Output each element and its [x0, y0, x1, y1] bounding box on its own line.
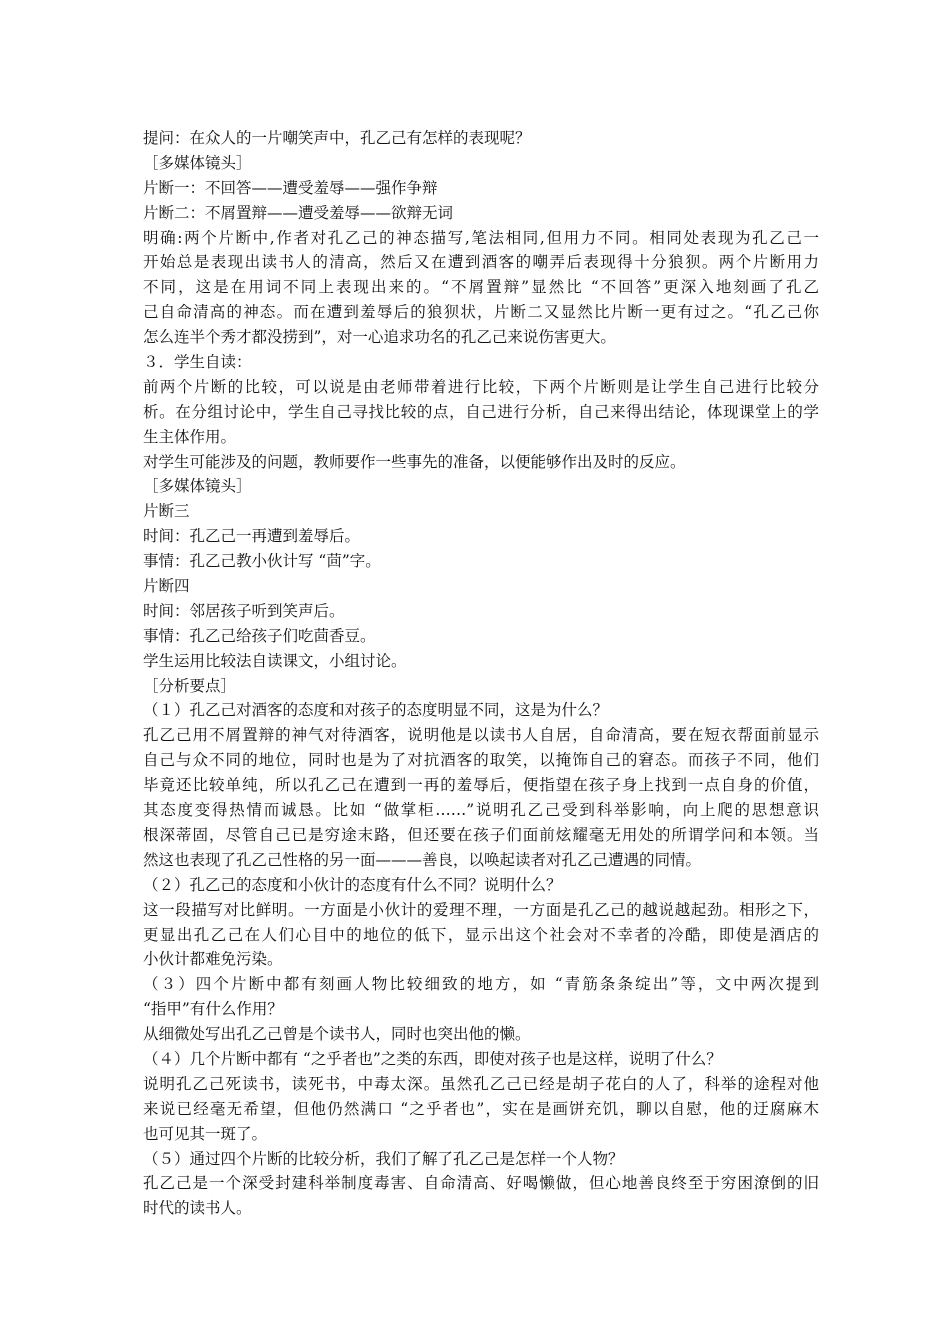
text-line: 然这也表现了孔乙己性格的另一面———善良，以唤起读者对孔乙己遭遇的同情。	[143, 850, 702, 869]
text-line: 片断二：不屑置辩——遭受羞辱——欲辩无词	[143, 203, 454, 222]
text-line: 来说已经毫无希望，但他仍然满口 “之乎者也”，实在是画饼充饥，聊以自慰，他的迂腐麻木	[143, 1099, 819, 1118]
text-line: 也可见其一斑了。	[143, 1124, 268, 1143]
text-line: （１）孔乙己对酒客的态度和对孩子的态度明显不同，这是为什么？	[143, 701, 609, 720]
text-line: （３）四个片断中都有刻画人物比较细致的地方，如 “青筋条条绽出”等，文中两次提到	[143, 975, 819, 994]
text-line: 提问：在众人的一片嘲笑声中，孔乙己有怎样的表现呢？	[143, 129, 531, 147]
text-line: 不同，这是在用词不同上表现出来的。“不屑置辩”显然比 “不回答”更深入地刻画了孔乙	[143, 278, 819, 297]
text-line: 前两个片断的比较，可以说是由老师带着进行比较，下两个片断则是让学生自己进行比较分	[143, 377, 819, 396]
text-line: ３．学生自读：	[143, 353, 252, 372]
text-line: 学生运用比较法自读课文，小组讨论。	[143, 651, 407, 670]
text-line: 片断四	[143, 577, 190, 596]
text-line: 怎么连半个秀才都没捞到”，对一心追求功名的孔乙己来说伤害更大。	[143, 328, 616, 347]
text-line: 事情：孔乙己给孩子们吃茴香豆。	[143, 626, 376, 645]
text-line: 根深蒂固，尽管自己已是穷途末路，但还要在孩子们面前炫耀毫无用处的所谓学问和本领。当	[143, 825, 819, 844]
text-line: 说明孔乙己死读书，读死书，中毒太深。虽然孔乙己已经是胡子花白的人了，科举的途程对他	[143, 1074, 819, 1093]
text-line: 片断三	[143, 502, 190, 521]
text-line: 析。在分组讨论中，学生自己寻找比较的点，自己进行分析，自己来得出结论，体现课堂上的学	[143, 402, 819, 421]
text-line: 小伙计都难免污染。	[143, 950, 283, 969]
document-body	[143, 126, 819, 1221]
text-line: ［多媒体镜头］	[143, 477, 252, 496]
text-line: 这一段描写对比鲜明。一方面是小伙计的爱理不理，一方面是孔乙己的越说越起劲。相形之下，	[143, 900, 819, 919]
text-line: 孔乙己是一个深受封建科举制度毒害、自命清高、好喝懒做，但心地善良终至于穷困潦倒的旧	[143, 1174, 819, 1193]
text-line: 孔乙己用不屑置辩的神气对待酒客，说明他是以读书人自居，自命清高，要在短衣帮面前显示	[143, 726, 819, 745]
text-line: ［分析要点］	[143, 676, 237, 695]
text-line: 对学生可能涉及的问题，教师要作一些事先的准备，以便能够作出及时的反应。	[143, 452, 686, 471]
text-line: （２）孔乙己的态度和小伙计的态度有什么不同？说明什么？	[143, 875, 562, 894]
text-line: 时间：邻居孩子听到笑声后。	[143, 601, 345, 620]
text-line: 开始总是表现出读书人的清高，然后又在遭到酒客的嘲弄后表现得十分狼狈。两个片断用力	[143, 253, 819, 272]
text-line: 时间：孔乙己一再遭到羞辱后。	[143, 527, 361, 546]
text-line: 己自命清高的神态。而在遭到羞辱后的狼狈状，片断二又显然比片断一更有过之。“孔乙己你	[143, 303, 819, 322]
text-line: 毕竟还比较单纯，所以孔乙己在遭到一再的羞辱后，便指望在孩子身上找到一点自身的价值，	[143, 776, 819, 795]
text-line: 明确:两个片断中,作者对孔乙己的神态描写,笔法相同,但用力不同。相同处表现为孔乙己一	[143, 228, 819, 247]
text-line: 时代的读书人。	[143, 1199, 252, 1218]
text-line: 自己与众不同的地位，同时也是为了对抗酒客的取笑，以掩饰自己的窘态。而孩子不同，他们	[143, 751, 819, 770]
text-line: 其态度变得热情而诚恳。比如 “做掌柜……”说明孔乙己受到科举影响，向上爬的思想意识	[143, 801, 819, 820]
text-line: 生主体作用。	[143, 427, 237, 446]
text-line: “指甲”有什么作用？	[143, 1000, 283, 1019]
text-line: （５）通过四个片断的比较分析，我们了解了孔乙己是怎样一个人物？	[143, 1149, 624, 1168]
text-line: 片断一：不回答——遭受羞辱——强作争辩	[143, 178, 438, 197]
text-line: （４）几个片断中都有 “之乎者也”之类的东西，即使对孩子也是这样，说明了什么？	[143, 1049, 722, 1068]
text-line: 从细微处写出孔乙己曾是个读书人，同时也突出他的懒。	[143, 1025, 531, 1044]
text-line: 更显出孔乙己在人们心目中的地位的低下，显示出这个社会对不幸者的冷酷，即使是酒店的	[143, 925, 819, 944]
text-line: ［多媒体镜头］	[143, 153, 252, 172]
text-line: 事情：孔乙己教小伙计写 “茴”字。	[143, 552, 381, 571]
